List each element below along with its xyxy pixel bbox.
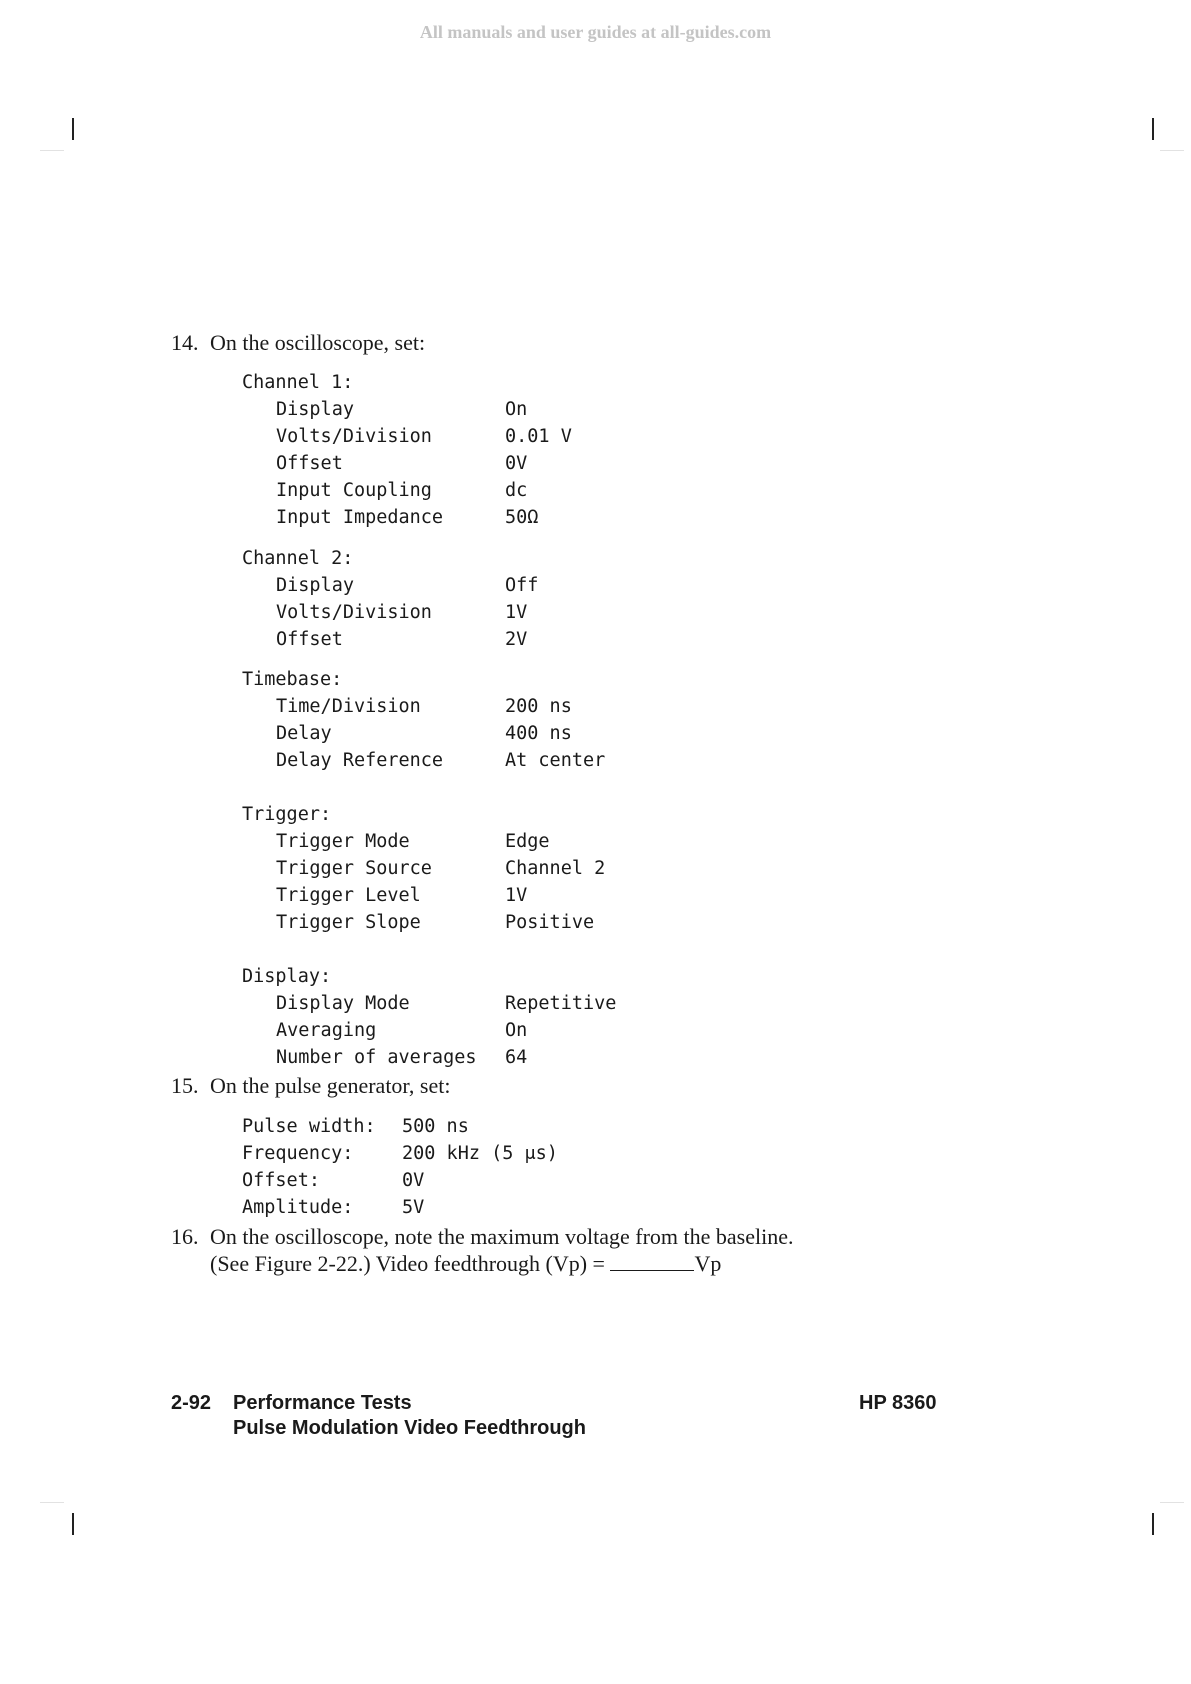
step-16-line-2-prefix: (See Figure 2-22.) Video feedthrough (Vp) =: [210, 1251, 605, 1276]
setting-label: Trigger Mode: [276, 831, 410, 852]
setting-label: Volts/Division: [276, 602, 432, 623]
setting-value: Edge: [505, 831, 550, 852]
crop-mark-top-left-h: [40, 150, 64, 151]
crop-mark-bottom-left: [72, 1513, 74, 1535]
setting-label: Trigger Level: [276, 885, 421, 906]
setting-value: 2V: [505, 629, 528, 650]
setting-value: Channel 2: [505, 858, 606, 879]
page-number: 2-92: [171, 1392, 212, 1414]
step-14-number: 14.: [171, 330, 199, 355]
setting-label: Display: [276, 575, 354, 596]
display-heading: Display:: [242, 966, 332, 987]
setting-value: 0.01 V: [505, 426, 572, 447]
setting-value: 500 ns: [402, 1116, 469, 1137]
setting-label: Number of averages: [276, 1047, 477, 1068]
setting-value: 1V: [505, 885, 528, 906]
answer-blank: [610, 1253, 694, 1271]
setting-label: Delay Reference: [276, 750, 444, 771]
step-16-line-1: On the oscilloscope, note the maximum voltage from the baseline.: [210, 1224, 794, 1249]
setting-value: On: [505, 399, 528, 420]
setting-value: 200 kHz (5 μs): [402, 1143, 558, 1164]
timebase-heading: Timebase:: [242, 669, 343, 690]
step-15-text: On the pulse generator, set:: [210, 1073, 451, 1098]
step-16-unit: Vp: [694, 1251, 722, 1276]
setting-value: 0V: [402, 1170, 425, 1191]
setting-value: 200 ns: [505, 696, 572, 717]
setting-value: 64: [505, 1047, 528, 1068]
step-15-number: 15.: [171, 1073, 199, 1098]
setting-label: Trigger Slope: [276, 912, 421, 933]
footer-subsection: Pulse Modulation Video Feedthrough: [233, 1417, 586, 1439]
setting-label: Pulse width:: [242, 1116, 376, 1137]
crop-mark-top-left: [72, 118, 74, 140]
channel-2-heading: Channel 2:: [242, 548, 354, 569]
channel-1-heading: Channel 1:: [242, 372, 354, 393]
setting-value: 400 ns: [505, 723, 572, 744]
setting-label: Offset: [276, 453, 343, 474]
trigger-heading: Trigger:: [242, 804, 332, 825]
footer-model: HP 8360: [859, 1392, 937, 1414]
crop-mark-bottom-right: [1152, 1513, 1154, 1535]
setting-label: Input Impedance: [276, 507, 444, 528]
watermark: All manuals and user guides at all-guides.com: [419, 22, 772, 42]
setting-value: dc: [505, 480, 528, 501]
setting-value: Positive: [505, 912, 595, 933]
setting-label: Display Mode: [276, 993, 410, 1014]
crop-mark-top-right-h: [1160, 150, 1184, 151]
setting-value: Repetitive: [505, 993, 617, 1014]
setting-value: Off: [505, 575, 539, 596]
setting-label: Input Coupling: [276, 480, 432, 501]
setting-label: Display: [276, 399, 354, 420]
crop-mark-bottom-left-h: [40, 1502, 64, 1503]
setting-label: Trigger Source: [276, 858, 432, 879]
setting-label: Offset:: [242, 1170, 320, 1191]
step-16-number: 16.: [171, 1224, 199, 1249]
setting-label: Volts/Division: [276, 426, 432, 447]
setting-label: Offset: [276, 629, 343, 650]
setting-value: 1V: [505, 602, 528, 623]
crop-mark-top-right: [1152, 118, 1154, 140]
setting-value: At center: [505, 750, 606, 771]
setting-label: Time/Division: [276, 696, 421, 717]
setting-label: Frequency:: [242, 1143, 354, 1164]
setting-value: 0V: [505, 453, 528, 474]
step-14-text: On the oscilloscope, set:: [210, 330, 426, 355]
setting-value: On: [505, 1020, 528, 1041]
footer-section: Performance Tests: [233, 1392, 412, 1414]
crop-mark-bottom-right-h: [1160, 1502, 1184, 1503]
setting-label: Delay: [276, 723, 332, 744]
setting-value: 50Ω: [505, 507, 539, 528]
step-16-line-2: [210, 1253, 721, 1275]
setting-value: 5V: [402, 1197, 425, 1218]
setting-label: Averaging: [276, 1020, 377, 1041]
setting-label: Amplitude:: [242, 1197, 354, 1218]
